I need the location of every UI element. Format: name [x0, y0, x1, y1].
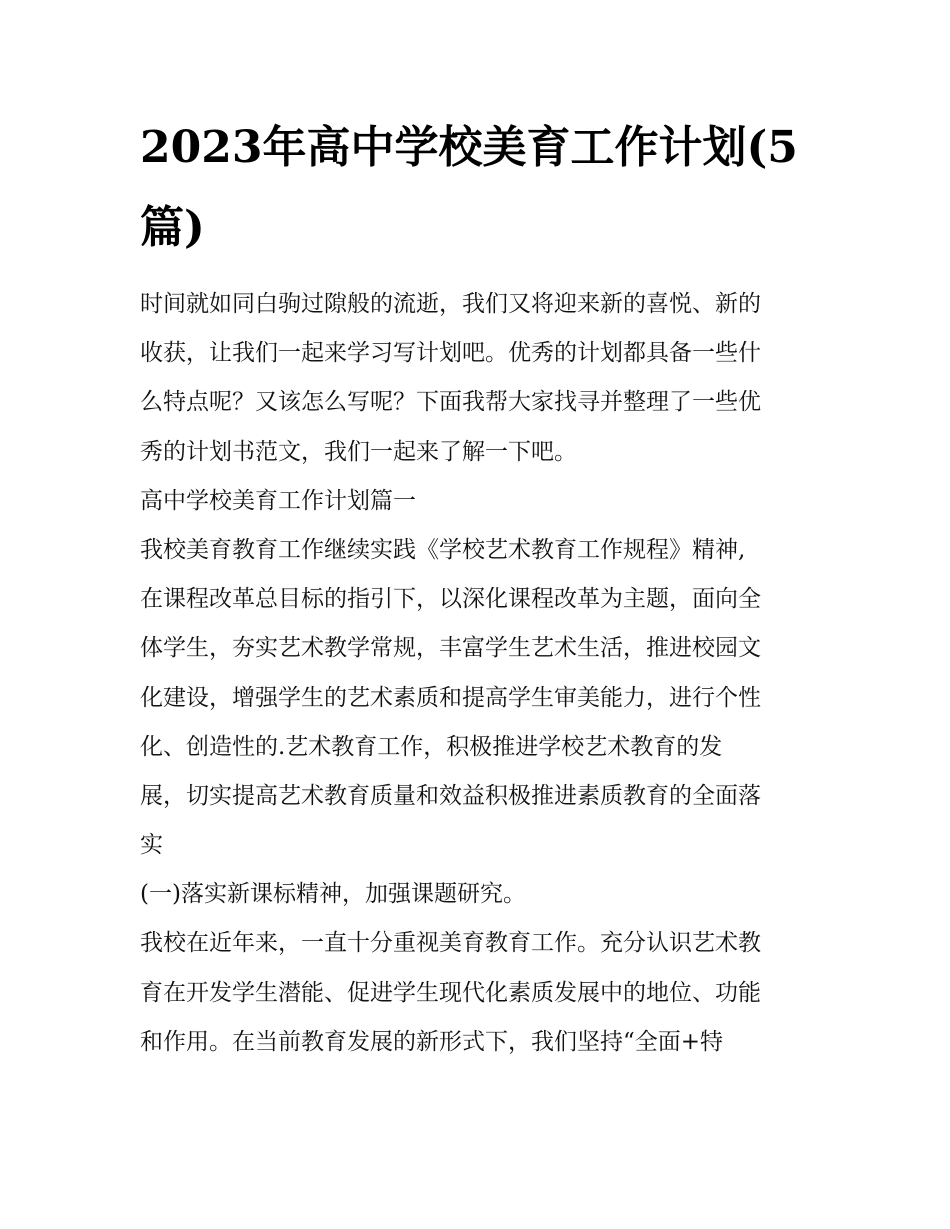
- subsection-heading: (一)落实新课标精神，加强课题研究。: [140, 881, 526, 908]
- document-title: 2023年高中学校美育工作计划(5篇): [140, 122, 798, 253]
- body-line: 秀的计划书范文，我们一起来了解一下吧。: [140, 438, 577, 465]
- body-line: 化建设，增强学生的艺术素质和提高学生审美能力，进行个性: [140, 684, 761, 711]
- body-line: 体学生，夯实艺术教学常规，丰富学生艺术生活，推进校园文: [140, 635, 761, 662]
- body-line: 么特点呢？又该怎么写呢？下面我帮大家找寻并整理了一些优: [140, 389, 761, 416]
- body-line: 收获，让我们一起来学习写计划吧。优秀的计划都具备一些什: [140, 340, 761, 367]
- body-line: 展，切实提高艺术教育质量和效益积极推进素质教育的全面落: [140, 782, 761, 809]
- body-line: 我校美育教育工作继续实践《学校艺术教育工作规程》精神,: [140, 536, 746, 563]
- document-body: [140, 280, 816, 1067]
- body-line: 和作用。在当前教育发展的新形式下，我们坚持“全面+特: [140, 1028, 724, 1055]
- body-line: 实: [140, 832, 163, 859]
- body-line: 化、创造性的.艺术教育工作，积极推进学校艺术教育的发: [140, 733, 723, 760]
- body-line: 在课程改革总目标的指引下，以深化课程改革为主题，面向全: [140, 586, 761, 613]
- body-line: 育在开发学生潜能、促进学生现代化素质发展中的地位、功能: [140, 979, 761, 1006]
- body-line: 我校在近年来，一直十分重视美育教育工作。充分认识艺术教: [140, 930, 761, 957]
- section-heading: 高中学校美育工作计划篇一: [140, 487, 416, 514]
- body-line: 时间就如同白驹过隙般的流逝，我们又将迎来新的喜悦、新的: [140, 291, 761, 317]
